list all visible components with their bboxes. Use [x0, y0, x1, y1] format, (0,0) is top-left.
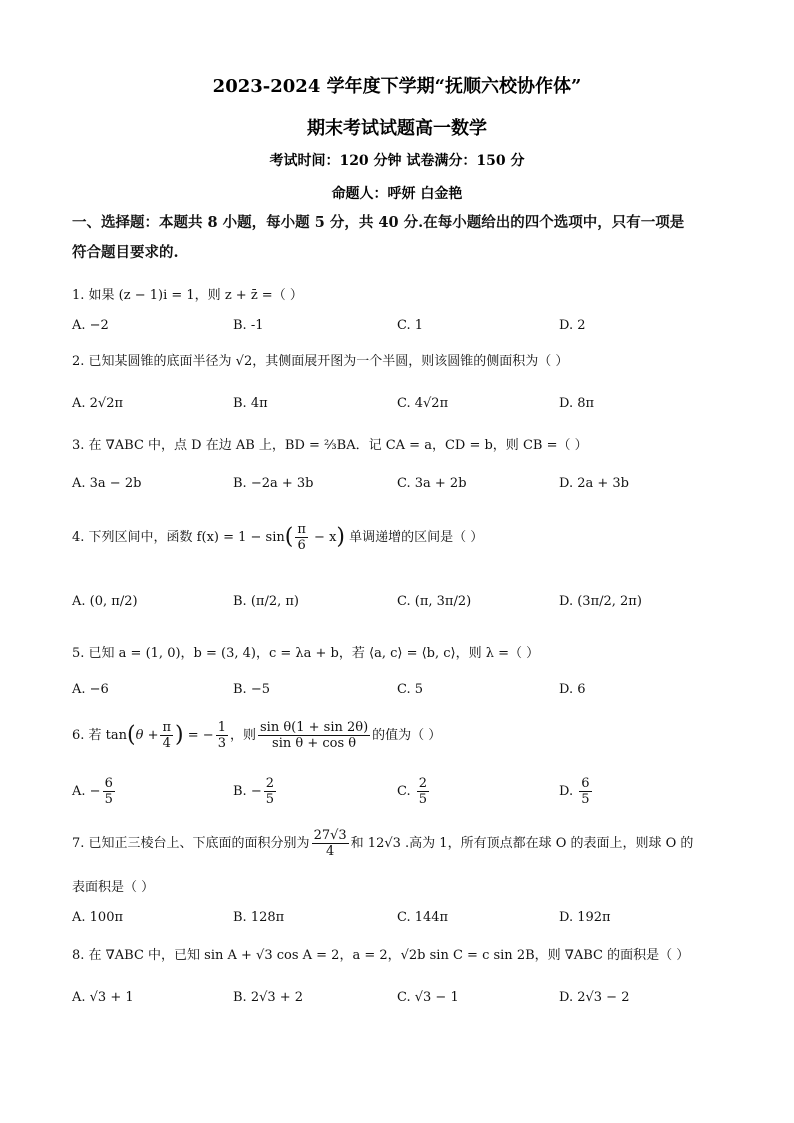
option-b[interactable]: B. 2√3 + 2 — [233, 990, 304, 1005]
question-6: 6. 若 tan(θ + $\frac{\pi}{4}$ ) = − $\frac{1}{3}$ ，则 $\frac{\text{sin θ(1 + sin 2θ)}}{\text{sin θ + cos θ}}$ 的值为（ ） — [72, 720, 442, 751]
question-4: 4. 下列区间中，函数 f(x) = 1 − sin( $\frac{\pi}{6}$ − x) 单调递增的区间是（ ） — [72, 522, 484, 553]
option-a[interactable]: A. 2√2π — [72, 396, 124, 411]
option-d[interactable]: D. 6 — [559, 682, 586, 697]
question-6-options — [72, 776, 732, 807]
question-8: 8. 在 ∇ABC 中，已知 sin A + √3 cos A = 2，a = 2，√2b sin C = c sin 2B，则 ∇ABC 的面积是（ ） — [72, 948, 690, 963]
option-d[interactable]: D. 8π — [559, 396, 595, 411]
question-1-options — [72, 314, 732, 338]
option-c[interactable]: C. (π, 3π/2) — [397, 594, 472, 609]
option-c[interactable]: C. 144π — [397, 910, 449, 925]
question-7: 7. 已知正三棱台上、下底面的面积分别为 $\frac{27√3}{4}$ 和 12√3 .高为 1，所有顶点都在球 O 的表面上，则球 O 的 — [72, 828, 694, 859]
option-c[interactable]: C. 4√2π — [397, 396, 449, 411]
option-a[interactable]: A. √3 + 1 — [72, 990, 134, 1005]
exam-subtitle: 期末考试试题高一数学 — [307, 118, 487, 139]
option-b[interactable]: B. 128π — [233, 910, 285, 925]
question-7-line2: 表面积是（ ） — [72, 880, 155, 895]
option-b[interactable]: B. − $\frac{2}{5}$ — [233, 776, 274, 807]
question-2: 2. 已知某圆锥的底面半径为 √2，其侧面展开图为一个半圆，则该圆锥的侧面积为（ ） — [72, 354, 569, 369]
option-b[interactable]: B. 4π — [233, 396, 268, 411]
fraction: $\frac{\pi}{6}$ — [297, 522, 306, 553]
option-d[interactable]: D. 192π — [559, 910, 611, 925]
option-b[interactable]: B. −2a + 3b — [233, 476, 314, 491]
option-c[interactable]: C. √3 − 1 — [397, 990, 459, 1005]
question-5: 5. 已知 a = (1, 0)，b = (3, 4)，c = λa + b，若 ⟨a, c⟩ = ⟨b, c⟩，则 λ =（ ） — [72, 646, 540, 661]
option-b[interactable]: B. -1 — [233, 318, 264, 333]
option-a[interactable]: A. − $\frac{6}{5}$ — [72, 776, 113, 807]
question-8-options — [72, 986, 732, 1010]
exam-info: 考试时间：120 分钟 试卷满分：150 分 — [269, 153, 525, 169]
option-b[interactable]: B. (π/2, π) — [233, 594, 299, 609]
option-b[interactable]: B. −5 — [233, 682, 270, 697]
option-a[interactable]: A. −2 — [72, 318, 109, 333]
option-a[interactable]: A. 3a − 2b — [72, 476, 142, 491]
option-d[interactable]: D. 2a + 3b — [559, 476, 629, 491]
exam-authors: 命题人：呼妍 白金艳 — [331, 186, 463, 202]
question-4-options — [72, 590, 732, 614]
option-c[interactable]: C. 3a + 2b — [397, 476, 467, 491]
option-c[interactable]: C. $\frac{2}{5}$ — [397, 776, 428, 807]
question-5-options — [72, 678, 732, 702]
option-c[interactable]: C. 1 — [397, 318, 424, 333]
option-d[interactable]: D. $\frac{6}{5}$ — [559, 776, 590, 807]
question-1: 1. 如果 (z − 1)i = 1，则 z + z̄ =（ ） — [72, 288, 303, 303]
question-7-options — [72, 906, 732, 930]
question-2-options — [72, 392, 732, 416]
option-a[interactable]: A. 100π — [72, 910, 124, 925]
option-d[interactable]: D. 2 — [559, 318, 586, 333]
option-c[interactable]: C. 5 — [397, 682, 424, 697]
question-3-options — [72, 472, 732, 496]
option-a[interactable]: A. −6 — [72, 682, 109, 697]
option-a[interactable]: A. (0, π/2) — [72, 594, 138, 609]
question-3: 3. 在 ∇ABC 中，点 D 在边 AB 上，BD = ⅔BA．记 CA = a，CD = b，则 CB =（ ） — [72, 438, 588, 453]
option-d[interactable]: D. 2√3 − 2 — [559, 990, 630, 1005]
exam-title: 2023-2024 学年度下学期“抚顺六校协作体” — [212, 76, 582, 97]
section-heading: 一、选择题：本题共 8 小题，每小题 5 分，共 40 分.在每小题给出的四个选项中，只有一项是 符合题目要求的. — [72, 214, 685, 261]
option-d[interactable]: D. (3π/2, 2π) — [559, 594, 642, 609]
